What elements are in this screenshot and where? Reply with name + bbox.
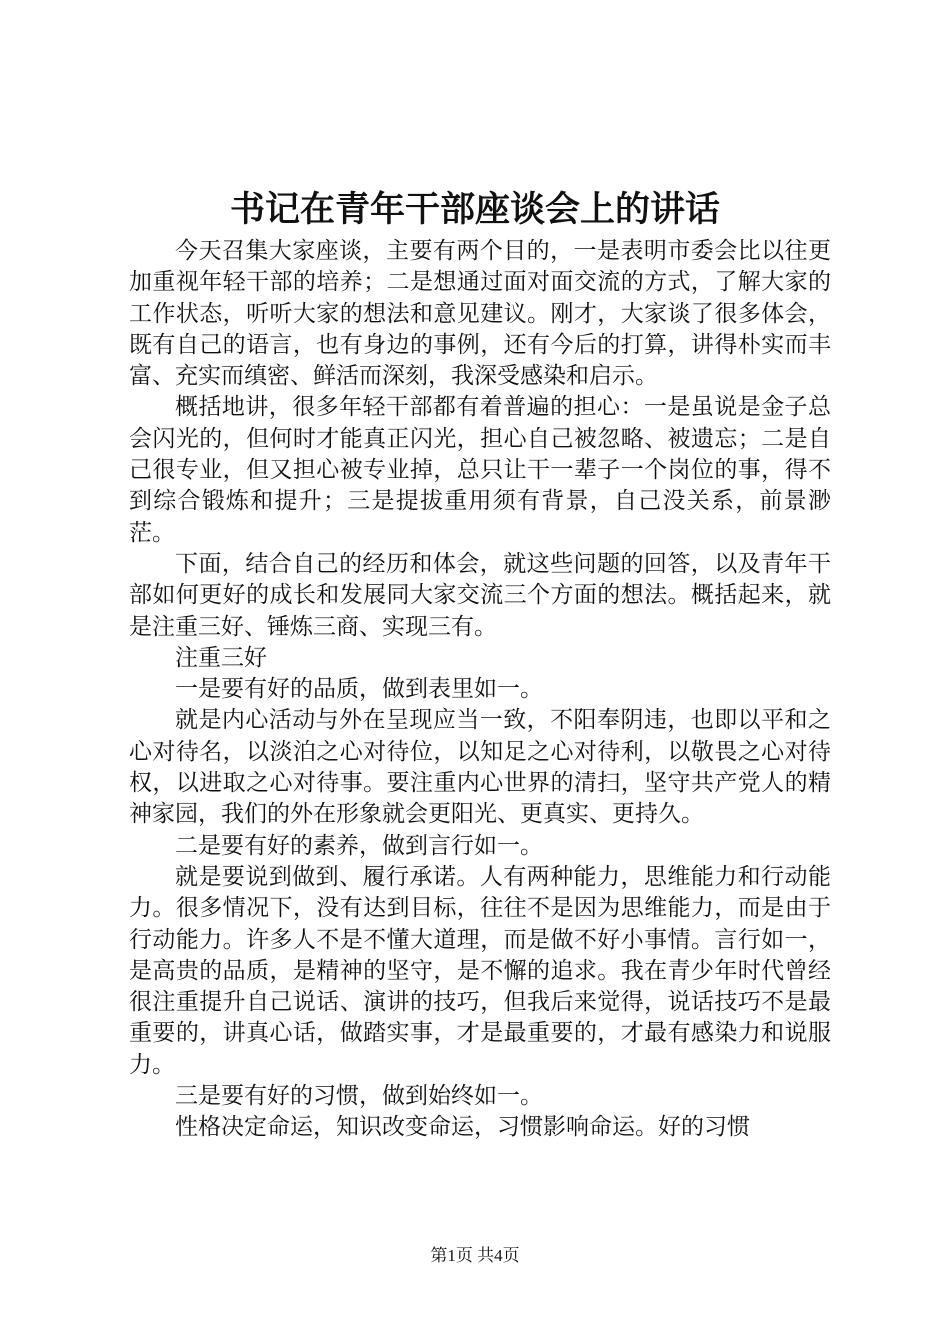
paragraph: 概括地讲，很多年轻干部都有着普遍的担心：一是虽说是金子总会闪光的，但何时才能真正闪光，担心自己被忽略、被遗忘；二是自己很专业，但又担心被专业掉，总只让干一辈子一个岗位的事，得不到综合锻炼和提升；三是提拔重用须有背景，自己没关系，前景渺茫。 <box>129 394 831 546</box>
subsection-heading: 二是要有好的素养，做到言行如一。 <box>175 832 543 859</box>
section-heading: 注重三好 <box>175 644 267 671</box>
document-body <box>129 236 831 1144</box>
document-title: 书记在青年干部座谈会上的讲话 <box>229 189 720 230</box>
paragraph: 今天召集大家座谈，主要有两个目的，一是表明市委会比以往更加重视年轻干部的培养；二是想通过面对面交流的方式，了解大家的工作状态，听听大家的想法和意见建议。刚才，大家谈了很多体会，既有自己的语言，也有身边的事例，还有今后的打算，讲得朴实而丰富、充实而缜密、鲜活而深刻，我深受感染和启示。 <box>129 238 831 390</box>
paragraph: 性格决定命运，知识改变命运，习惯影响命运。好的习惯 <box>175 1114 750 1141</box>
subsection-heading: 三是要有好的习惯，做到始终如一。 <box>175 1083 543 1110</box>
page-number-footer: 第1页 共4页 <box>430 1246 520 1265</box>
paragraph: 下面，结合自己的经历和体会，就这些问题的回答，以及青年干部如何更好的成长和发展同大家交流三个方面的想法。概括起来，就是注重三好、锤炼三商、实现三有。 <box>129 550 831 640</box>
paragraph: 就是内心活动与外在呈现应当一致，不阳奉阴违，也即以平和之心对待名，以淡泊之心对待位，以知足之心对待利，以敬畏之心对待权，以进取之心对待事。要注重内心世界的清扫，坚守共产党人的精神家园，我们的外在形象就会更阳光、更真实、更持久。 <box>129 707 831 828</box>
subsection-heading: 一是要有好的品质，做到表里如一。 <box>175 676 543 703</box>
paragraph: 就是要说到做到、履行承诺。人有两种能力，思维能力和行动能力。很多情况下，没有达到目标，往往不是因为思维能力，而是由于行动能力。许多人不是不懂大道理，而是做不好小事情。言行如一，是高贵的品质，是精神的坚守，是不懈的追求。我在青少年时代曾经很注重提升自己说话、演讲的技巧，但我后来觉得，说话技巧不是最重要的，讲真心话，做踏实事，才是最重要的，才最有感染力和说服力。 <box>129 863 831 1078</box>
